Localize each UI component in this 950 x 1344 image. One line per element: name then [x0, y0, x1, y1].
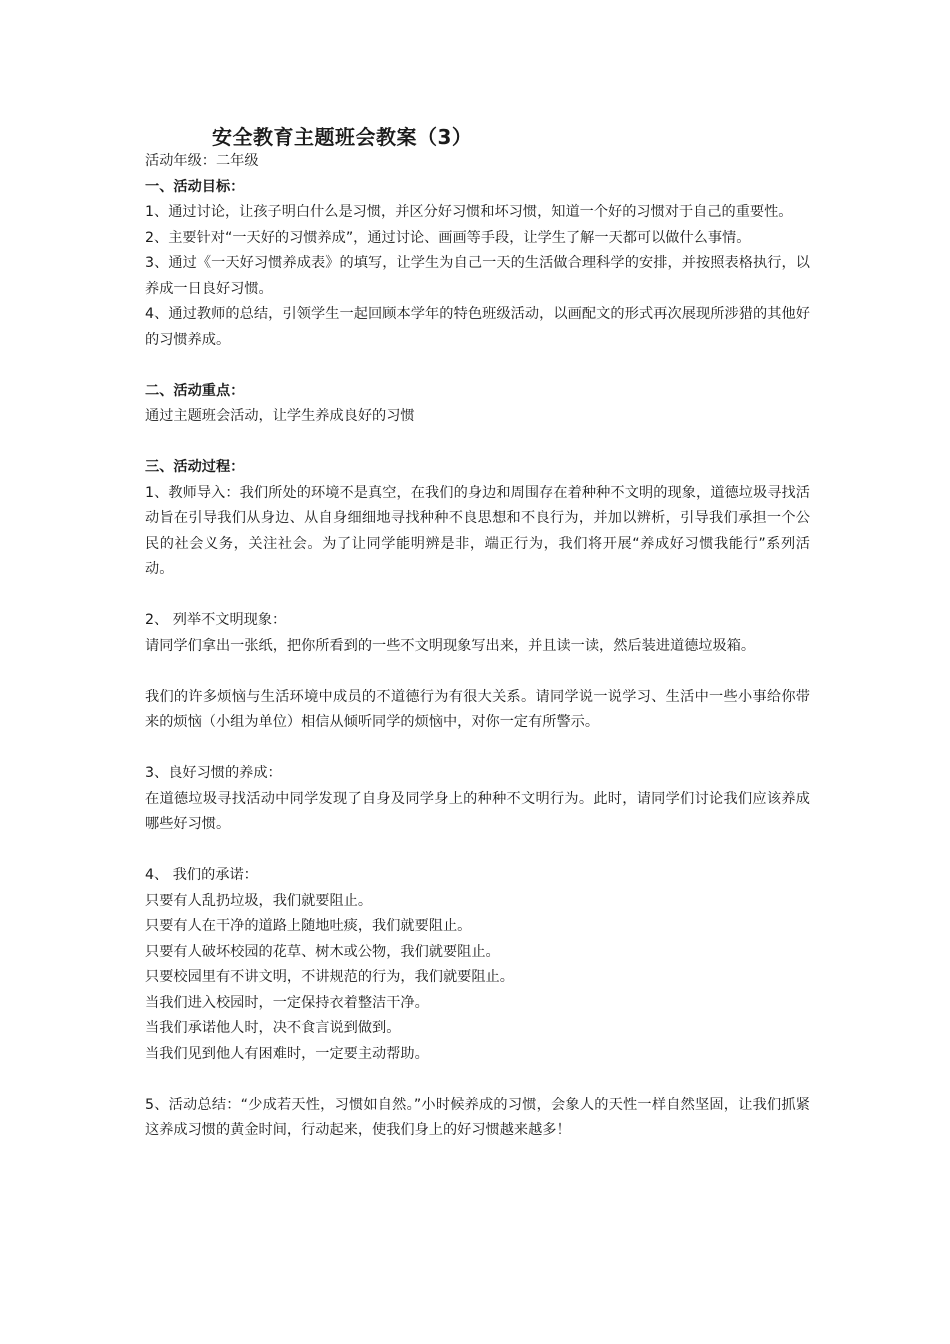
process-step-text: 请同学们拿出一张纸，把你所看到的一些不文明现象写出来，并且读一读，然后装进道德垃圾箱。 — [145, 637, 756, 654]
goal-item: 3、通过《一天好习惯养成表》的填写，让学生为自己一天的生活做合理科学的安排，并按照表格执行，以养成一日良好习惯。 — [145, 255, 810, 297]
spacer — [145, 583, 810, 609]
spacer — [145, 430, 810, 456]
process-step-title: 2、 列举不文明现象： — [145, 612, 287, 628]
process-step-text: 在道德垃圾寻找活动中同学发现了自身及同学身上的种种不文明行为。此时，请同学们讨论我们应该养成哪些好习惯。 — [145, 790, 810, 832]
pledge-line: 当我们进入校园时，一定保持衣着整洁干净。 — [145, 994, 429, 1011]
pledge-line: 只要有人在干净的道路上随地吐痰，我们就要阻止。 — [145, 918, 472, 934]
section-heading-focus: 二、活动重点： — [145, 382, 245, 399]
pledge-line: 当我们见到他人有困难时，一定要主动帮助。 — [145, 1045, 429, 1062]
pledge-line: 只要校园里有不讲文明，不讲规范的行为，我们就要阻止。 — [145, 969, 514, 985]
pledge-line: 只要有人破坏校园的花草、树木或公物，我们就要阻止。 — [145, 943, 500, 960]
document-title: 安全教育主题班会教案（3） — [212, 125, 473, 149]
spacer — [145, 838, 810, 864]
goal-item: 2、主要针对“一天好的习惯养成”，通过讨论、画画等手段，让学生了解一天都可以做什么事情。 — [145, 229, 751, 246]
spacer — [145, 1067, 810, 1093]
section-heading-process: 三、活动过程： — [145, 459, 245, 475]
grade-line: 活动年级：二年级 — [145, 153, 259, 169]
pledge-line: 只要有人乱扔垃圾，我们就要阻止。 — [145, 892, 373, 909]
process-intro: 1、教师导入：我们所处的环境不是真空，在我们的身边和周围存在着种种不文明的现象，道德垃圾寻找活动旨在引导我们从身边、从自身细细地寻找种种不良思想和不良行为，并加以辨析，引导我们承担一个公民的社会义务，关注社会。为了让同学能明辨是非，端正行为，我们将开展“养成好习惯我能行”系列活动。 — [145, 484, 810, 577]
process-step-title: 3、良好习惯的养成： — [145, 765, 282, 781]
spacer — [145, 659, 810, 685]
focus-text: 通过主题班会活动，让学生养成良好的习惯 — [145, 408, 415, 424]
process-step-text: 我们的许多烦恼与生活环境中成员的不道德行为有很大关系。请同学说一说学习、生活中一些小事给你带来的烦恼（小组为单位）相信从倾听同学的烦恼中，对你一定有所警示。 — [145, 688, 810, 730]
goal-item: 4、通过教师的总结，引领学生一起回顾本学年的特色班级活动，以画配文的形式再次展现所涉猎的其他好的习惯养成。 — [145, 306, 810, 348]
process-summary: 5、活动总结：“少成若天性，习惯如自然。”小时候养成的习惯，会象人的天性一样自然坚固，让我们抓紧这养成习惯的黄金时间，行动起来，使我们身上的好习惯越来越多！ — [145, 1096, 810, 1138]
document-body — [145, 149, 810, 1144]
pledge-line: 当我们承诺他人时，决不食言说到做到。 — [145, 1020, 401, 1036]
goal-item: 1、通过讨论，让孩子明白什么是习惯，并区分好习惯和坏习惯，知道一个好的习惯对于自己的重要性。 — [145, 204, 793, 220]
section-heading-goals: 一、活动目标： — [145, 178, 245, 195]
spacer — [145, 736, 810, 762]
process-step-title: 4、 我们的承诺： — [145, 867, 258, 883]
spacer — [145, 353, 810, 379]
